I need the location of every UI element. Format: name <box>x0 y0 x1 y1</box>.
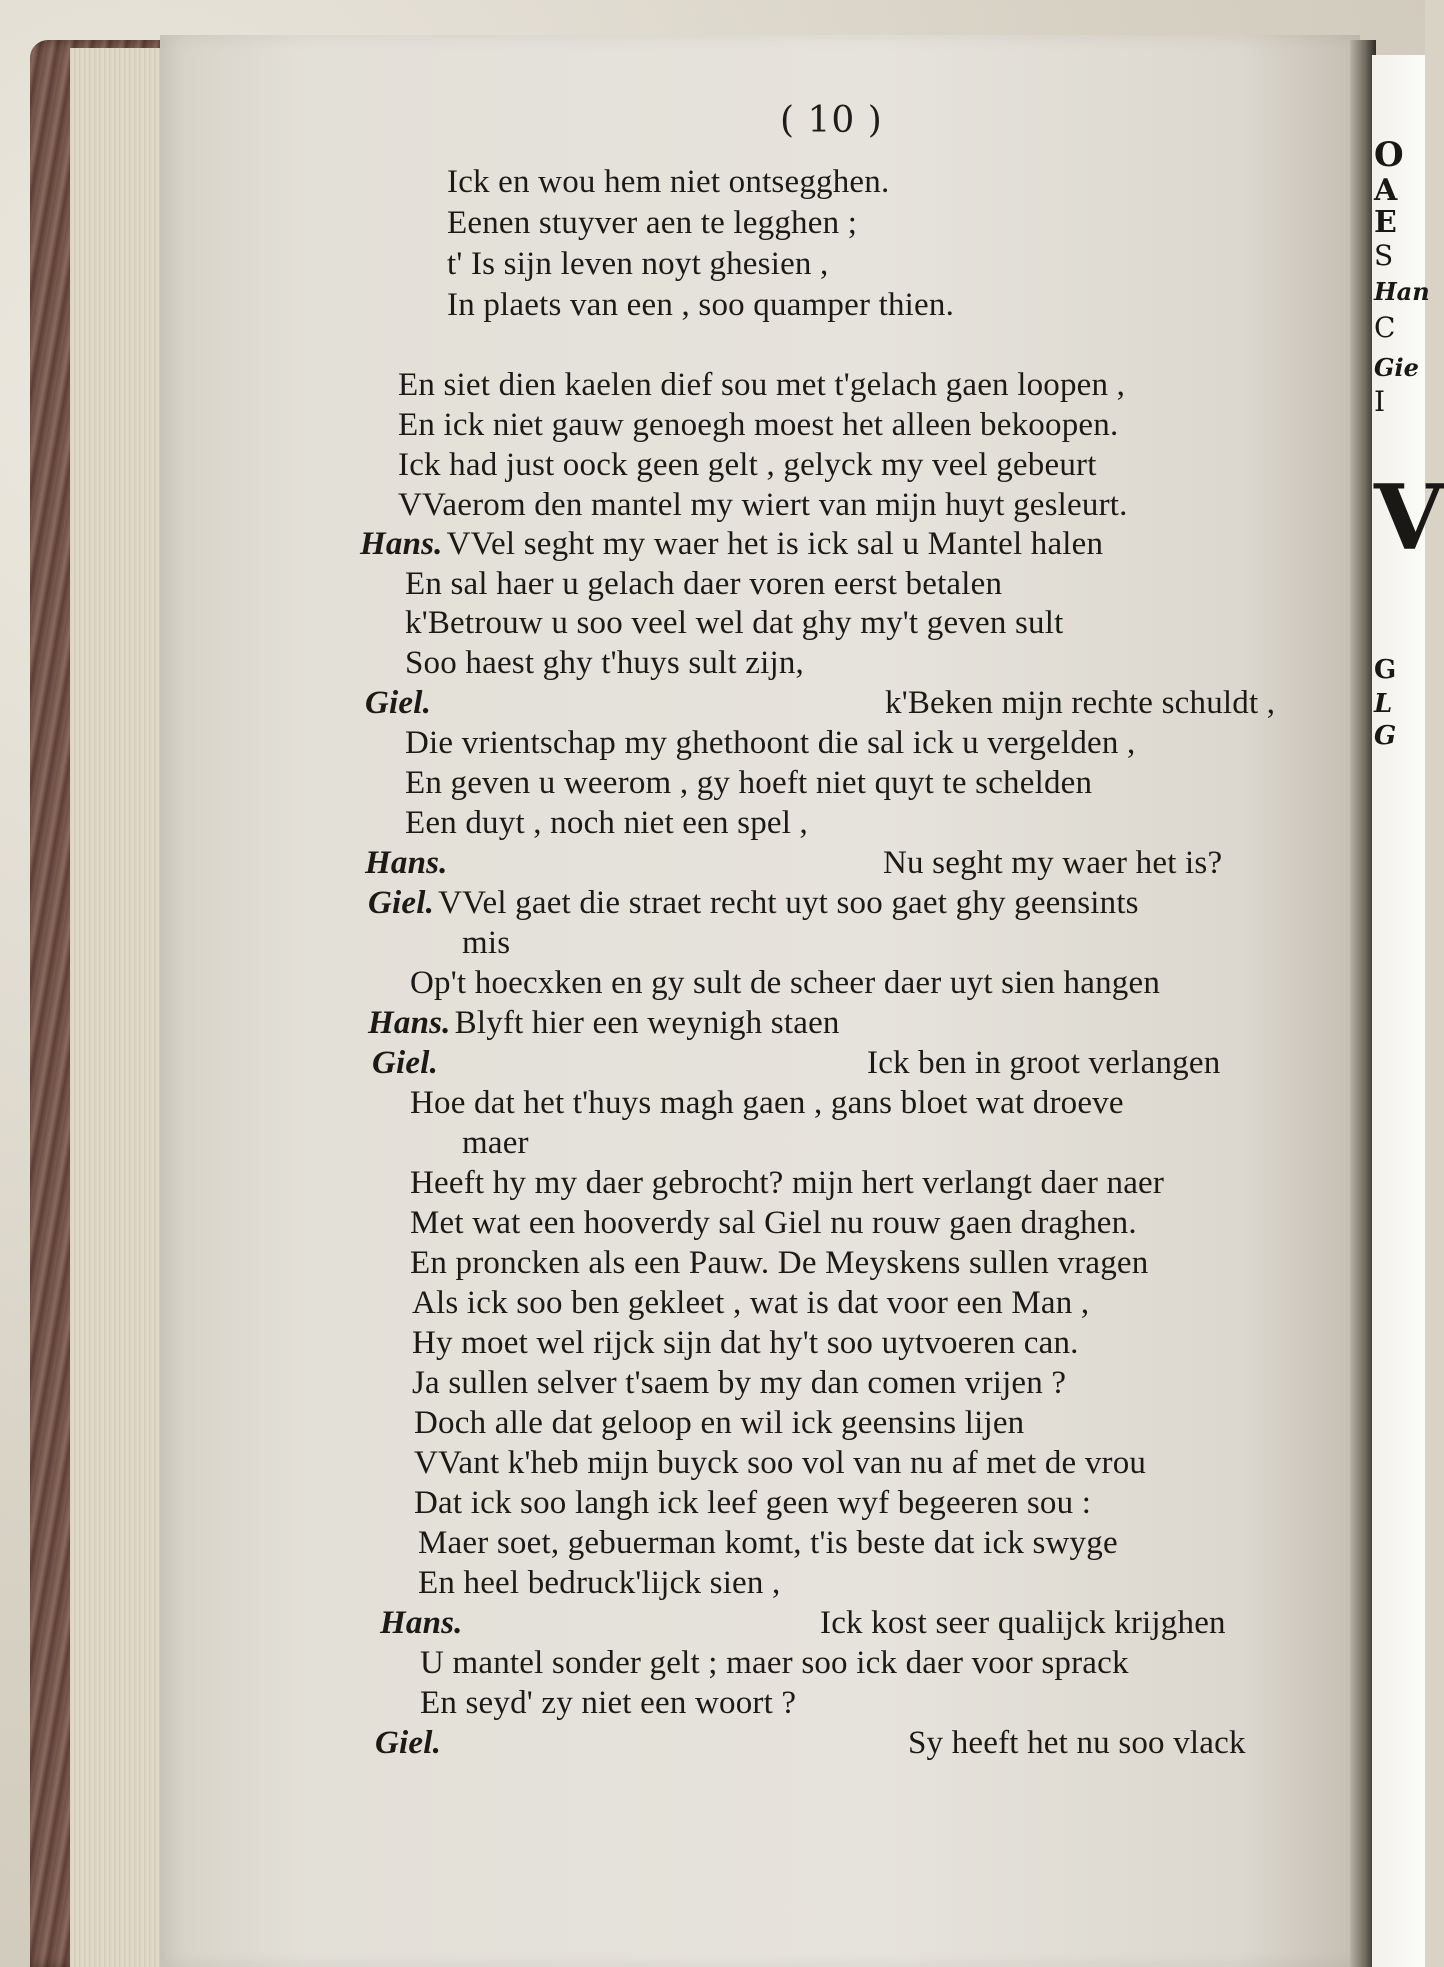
verse-line: En sal haer u gelach daer voren eerst betalen <box>405 566 1003 602</box>
dialogue-line: Giel. Ick ben in groot verlangen <box>372 1045 1221 1081</box>
dialogue-line: Hans. Ick kost seer qualijck krijghen <box>380 1605 1226 1641</box>
verse-line: Hoe dat het t'huys magh gaen , gans bloet wat droeve <box>410 1085 1124 1121</box>
speaker-label: Giel. <box>365 685 432 721</box>
dialogue-line: Hans. Blyft hier een weynigh staen <box>368 1005 840 1041</box>
facing-page <box>1372 55 1444 1967</box>
verse-line: k'Betrouw u soo veel wel dat ghy my't geven sult <box>405 605 1064 641</box>
verse-line: En proncken als een Pauw. De Meyskens sullen vragen <box>410 1245 1149 1281</box>
facing-letter: Gie <box>1374 353 1419 382</box>
facing-letter: G <box>1374 655 1397 685</box>
verse-line: En geven u weerom , gy hoeft niet quyt te schelden <box>405 765 1093 801</box>
facing-letter: C <box>1374 311 1396 344</box>
dialogue-line: Giel. Sy heeft het nu soo vlack <box>375 1725 1246 1761</box>
verse-line: VVaerom den mantel my wiert van mijn huyt gesleurt. <box>398 487 1128 523</box>
speaker-label: Hans. <box>365 845 448 881</box>
verse-line: Als ick soo ben gekleet , wat is dat voor een Man , <box>412 1285 1090 1321</box>
facing-letter: O <box>1374 135 1404 175</box>
verse-line: U mantel sonder gelt ; maer soo ick daer voor sprack <box>420 1645 1129 1681</box>
facing-letter: A <box>1374 173 1398 208</box>
verse-line: Maer soet, gebuerman komt, t'is beste dat ick swyge <box>418 1525 1118 1561</box>
verse-line: Die vrientschap my ghethoont die sal ick u vergelden , <box>405 725 1136 761</box>
verse-line: In plaets van een , soo quamper thien. <box>447 287 955 323</box>
facing-letter: V <box>1374 465 1444 571</box>
verse-line: En seyd' zy niet een woort ? <box>420 1685 797 1721</box>
facing-letter: S <box>1374 239 1394 272</box>
dialogue-line: Giel. VVel gaet die straet recht uyt soo gaet ghy geensints <box>368 885 1139 921</box>
verse-line: t' Is sijn leven noyt ghesien , <box>447 246 829 282</box>
speaker-label: Giel. <box>375 1725 442 1761</box>
verse-line: Dat ick soo langh ick leef geen wyf begeeren sou : <box>414 1485 1092 1521</box>
speaker-label: Hans. <box>360 526 443 562</box>
verse-line: En siet dien kaelen dief sou met t'gelach gaen loopen , <box>398 367 1126 403</box>
dialogue-line: Hans. Nu seght my waer het is? <box>365 845 1223 881</box>
verse-line: Ick en wou hem niet ontsegghen. <box>447 164 890 200</box>
verse-line: Een duyt , noch niet een spel , <box>405 805 809 841</box>
verse-line: mis <box>462 925 511 961</box>
verse-line: En ick niet gauw genoegh moest het alleen bekoopen. <box>398 407 1119 443</box>
speaker-label: Giel. <box>368 885 435 921</box>
facing-letter: Han <box>1374 277 1430 306</box>
verse-line: En heel bedruck'lijck sien , <box>418 1565 781 1601</box>
facing-letter: I <box>1374 385 1386 418</box>
verse-line: Soo haest ghy t'huys sult zijn, <box>405 645 804 681</box>
page-number: ( 10 ) <box>780 100 883 141</box>
verse-line: Ja sullen selver t'saem by my dan comen vrijen ? <box>412 1365 1067 1401</box>
verse-line: VVant k'heb mijn buyck soo vol van nu af met de vrou <box>414 1445 1147 1481</box>
verse-line: Ick had just oock geen gelt , gelyck my veel gebeurt <box>398 447 1097 483</box>
verse-line: Doch alle dat geloop en wil ick geensins lijen <box>414 1405 1025 1441</box>
dialogue-line: Hans. VVel seght my waer het is ick sal u Mantel halen <box>360 526 1104 562</box>
facing-letter: L <box>1374 689 1393 719</box>
speaker-label: Hans. <box>368 1005 451 1041</box>
speaker-label: Hans. <box>380 1605 463 1641</box>
facing-letter: E <box>1374 205 1397 240</box>
verse-line: Heeft hy my daer gebrocht? mijn hert verlangt daer naer <box>410 1165 1165 1201</box>
facing-letter: G <box>1374 721 1397 751</box>
dialogue-line: Giel. k'Beken mijn rechte schuldt , <box>365 685 1276 721</box>
verse-line: Hy moet wel rijck sijn dat hy't soo uytvoeren can. <box>412 1325 1079 1361</box>
verse-line: maer <box>462 1125 529 1161</box>
speaker-label: Giel. <box>372 1045 439 1081</box>
verse-line: Op't hoecxken en gy sult de scheer daer uyt sien hangen <box>410 965 1161 1001</box>
verse-line: Eenen stuyver aen te legghen ; <box>447 205 858 241</box>
verse-line: Met wat een hooverdy sal Giel nu rouw gaen draghen. <box>410 1205 1137 1241</box>
